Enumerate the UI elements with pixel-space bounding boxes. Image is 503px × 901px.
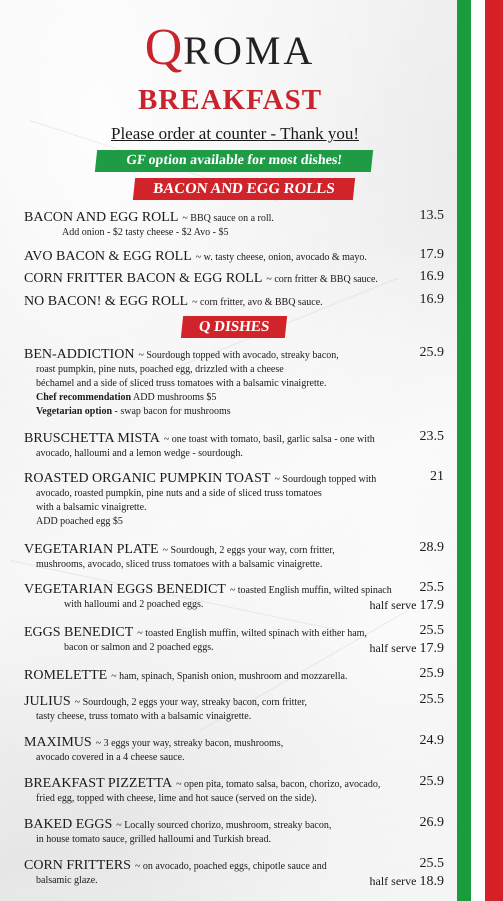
half-serve-label: half serve [369, 874, 417, 888]
menu-item [24, 345, 444, 419]
item-price: 25.5 [419, 623, 444, 638]
item-line: with halloumi and 2 poached eggs. [64, 599, 204, 610]
menu-item [24, 580, 444, 612]
item-desc: ~ ham, spinach, Spanish onion, mushroom and mozzarella. [111, 671, 348, 682]
half-serve-price: 17.9 [419, 598, 444, 613]
chef-text: ADD mushrooms $5 [133, 392, 217, 403]
item-line: tasty cheese, truss tomato with a balsamic vinaigrette. [36, 711, 252, 722]
item-price: 25.9 [419, 345, 444, 360]
item-name: VEGETARIAN EGGS BENEDICT [24, 582, 226, 597]
item-name: ROMELETTE [24, 668, 108, 683]
menu-item [24, 292, 444, 310]
menu-item [24, 733, 444, 765]
item-price: 17.9 [419, 247, 444, 262]
section-banner-q-dishes: Q DISHES [181, 316, 287, 338]
item-line: bacon or salmon and 2 poached eggs. [64, 642, 214, 653]
flag-white-stripe [471, 0, 485, 901]
item-name: ROASTED ORGANIC PUMPKIN TOAST [24, 471, 271, 486]
menu-item [24, 623, 444, 655]
menu-item [24, 247, 444, 265]
logo-q: Q [144, 19, 184, 76]
veg-text: - swap bacon for mushrooms [114, 406, 231, 417]
item-line: béchamel and a side of sliced truss tomatoes with a balsamic vinaigrette. [36, 378, 327, 389]
item-price: 28.9 [419, 540, 444, 555]
item-name: BRUSCHETTA MISTA [24, 431, 160, 446]
item-line: with a balsamic vinaigrette. [36, 502, 147, 513]
item-price: 25.5 [419, 580, 444, 595]
menu-item [24, 692, 444, 724]
menu-item [24, 429, 444, 461]
item-name: BAKED EGGS [24, 817, 113, 832]
item-price: 16.9 [419, 292, 444, 307]
item-price: 23.5 [419, 429, 444, 444]
item-desc: ~ Locally sourced chorizo, mushroom, streaky bacon, [116, 820, 332, 831]
item-desc: ~ toasted English muffin, wilted spinach [229, 585, 392, 596]
half-serve-price: 18.9 [419, 874, 444, 889]
page-title: BREAKFAST [137, 84, 323, 116]
item-desc: ~ corn fritter, avo & BBQ sauce. [192, 297, 323, 308]
half-serve-price: 17.9 [419, 641, 444, 656]
item-line: avocado, halloumi and a lemon wedge - sourdough. [36, 448, 243, 459]
veg-label: Vegetarian option [36, 406, 113, 417]
menu-item [24, 856, 444, 888]
item-name: BEN-ADDICTION [24, 347, 135, 362]
logo-text: ROMA [183, 28, 316, 73]
menu-item [24, 815, 444, 847]
item-price: 13.5 [419, 208, 444, 223]
item-name: VEGETARIAN PLATE [24, 542, 159, 557]
menu-item [24, 269, 444, 287]
half-serve-label: half serve [369, 598, 417, 612]
gf-banner: GF option available for most dishes! [95, 150, 373, 172]
item-desc: ~ 3 eggs your way, streaky bacon, mushrooms, [95, 738, 284, 749]
item-name: AVO BACON & EGG ROLL [24, 249, 192, 264]
menu-item [24, 540, 444, 572]
item-name: BREAKFAST PIZZETTA [24, 776, 173, 791]
item-price: 16.9 [419, 269, 444, 284]
item-line: mushrooms, avocado, sliced truss tomatoes with a balsamic vinaigrette. [36, 559, 323, 570]
item-line: balsamic glaze. [36, 875, 98, 886]
item-desc: ~ w. tasty cheese, onion, avocado & mayo. [195, 252, 367, 263]
item-name: CORN FRITTER BACON & EGG ROLL [24, 271, 263, 286]
item-price: 25.5 [419, 856, 444, 871]
menu-item [24, 469, 444, 529]
item-name: MAXIMUS [24, 735, 92, 750]
item-name: BACON AND EGG ROLL [24, 210, 179, 225]
flag-red-stripe [485, 0, 503, 901]
item-desc: ~ Sourdough, 2 eggs your way, streaky bacon, corn fritter, [74, 697, 308, 708]
item-desc: ~ toasted English muffin, wilted spinach with either ham, [137, 628, 367, 639]
item-desc: ~ corn fritter & BBQ sauce. [266, 274, 378, 285]
item-line: avocado, roasted pumpkin, pine nuts and a side of sliced truss tomatoes [36, 488, 322, 499]
item-desc: ~ Sourdough, 2 eggs your way, corn fritter, [162, 545, 335, 556]
menu-item [24, 666, 444, 684]
item-price: 25.9 [419, 666, 444, 681]
item-name: NO BACON! & EGG ROLL [24, 294, 189, 309]
order-note: Please order at counter - Thank you! [111, 124, 359, 143]
item-desc: ~ BBQ sauce on a roll. [182, 213, 274, 224]
menu-item [24, 208, 444, 240]
item-line: avocado covered in a 4 cheese sauce. [36, 752, 185, 763]
item-name: CORN FRITTERS [24, 858, 131, 873]
chef-label: Chef recommendation [36, 392, 132, 403]
item-desc: ~ one toast with tomato, basil, garlic salsa - one with [163, 434, 375, 445]
item-price: 25.9 [419, 774, 444, 789]
item-name: JULIUS [24, 694, 71, 709]
item-desc: ~ on avocado, poached eggs, chipotle sauce and [134, 861, 327, 872]
item-name: EGGS BENEDICT [24, 625, 134, 640]
item-price: 25.5 [419, 692, 444, 707]
menu-item [24, 774, 444, 806]
item-price: 21 [430, 469, 444, 484]
item-desc: ~ open pita, tomato salsa, bacon, chorizo, avocado, [176, 779, 381, 790]
item-desc: ~ Sourdough topped with [274, 474, 377, 485]
item-line: fried egg, topped with cheese, lime and hot sauce (served on the side). [36, 793, 317, 804]
item-price: 26.9 [419, 815, 444, 830]
brand-logo [0, 18, 460, 77]
section-banner-rolls: BACON AND EGG ROLLS [133, 178, 355, 200]
item-line: in house tomato sauce, grilled halloumi and Turkish bread. [36, 834, 271, 845]
item-line: roast pumpkin, pine nuts, poached egg, drizzled with a cheese [36, 364, 284, 375]
item-desc: ~ Sourdough topped with avocado, streaky bacon, [138, 350, 339, 361]
item-price: 24.9 [419, 733, 444, 748]
item-line: ADD poached egg $5 [36, 516, 123, 527]
item-line: Add onion - $2 tasty cheese - $2 Avo - $5 [62, 227, 229, 238]
half-serve-label: half serve [369, 641, 417, 655]
